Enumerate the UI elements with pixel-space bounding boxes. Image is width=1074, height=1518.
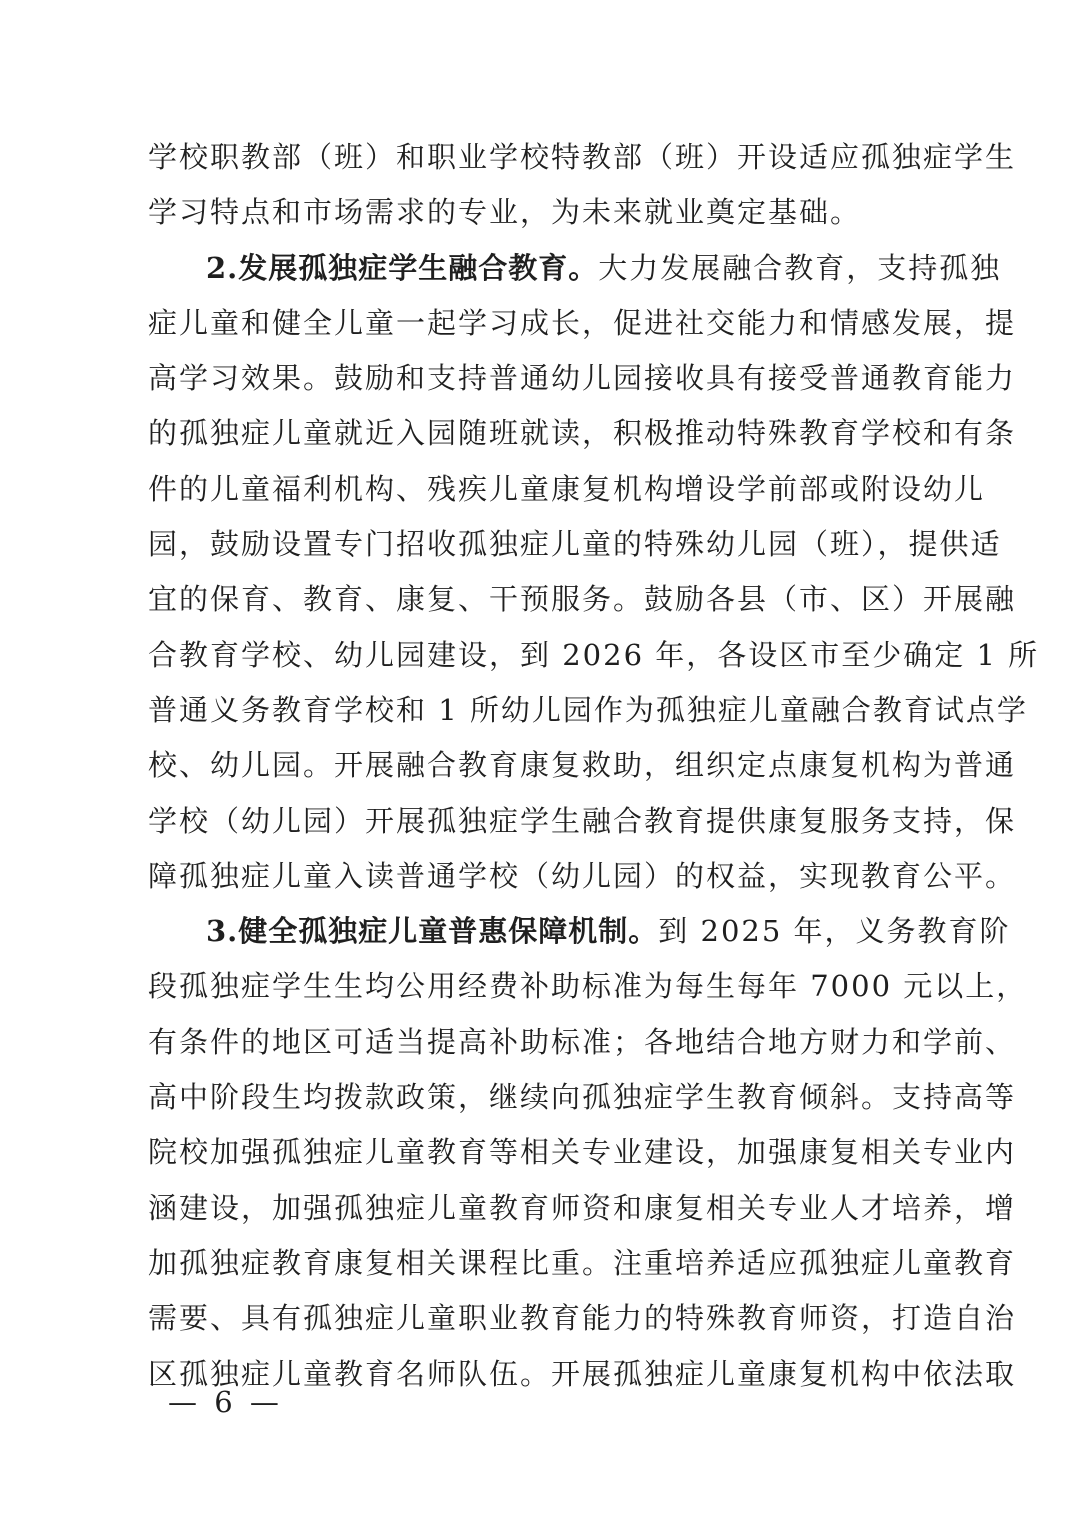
line-text: 高中阶段生均拨款政策，继续向孤独症学生教育倾斜。支持高等 bbox=[148, 1080, 1017, 1115]
line-text: 有条件的地区可适当提高补助标准；各地结合地方财力和学前、 bbox=[148, 1024, 1017, 1059]
text-line bbox=[148, 904, 1011, 959]
text-line bbox=[148, 241, 1002, 296]
line-text: 校、幼儿园。开展融合教育康复救助，组织定点康复机构为普通 bbox=[148, 748, 1017, 783]
text-line bbox=[148, 1070, 1017, 1125]
line-text: 高学习效果。鼓励和支持普通幼儿园接收具有接受普通教育能力 bbox=[148, 361, 1017, 396]
section-heading: 3.健全孤独症儿童普惠保障机制。 bbox=[206, 914, 659, 949]
text-line bbox=[148, 130, 1017, 185]
line-text: 学校职教部（班）和职业学校特教部（班）开设适应孤独症学生 bbox=[148, 140, 1017, 174]
text-line bbox=[148, 683, 1028, 738]
text-line bbox=[148, 1125, 1017, 1180]
line-text: 大力发展融合教育，支持孤独 bbox=[598, 250, 1002, 285]
line-text: 件的儿童福利机构、残疾儿童康复机构增设学前部或附设幼儿 bbox=[148, 471, 986, 506]
text-line bbox=[148, 849, 1017, 904]
line-text: 合教育学校、幼儿园建设，到 2026 年，各设区市至少确定 1 所 bbox=[148, 637, 1040, 672]
line-text: 需要、具有孤独症儿童职业教育能力的特殊教育师资，打造自治 bbox=[148, 1301, 1017, 1336]
text-line bbox=[148, 296, 1017, 351]
line-text: 症儿童和健全儿童一起学习成长，促进社交能力和情感发展，提 bbox=[148, 305, 1017, 340]
line-text: 到 2025 年，义务教育阶 bbox=[658, 914, 1011, 949]
line-text: 园，鼓励设置专门招收孤独症儿童的特殊幼儿园（班），提供适 bbox=[148, 527, 1002, 562]
text-line bbox=[148, 959, 1028, 1014]
text-line bbox=[148, 351, 1017, 406]
line-text: 宜的保育、教育、康复、干预服务。鼓励各县（市、区）开展融 bbox=[148, 582, 1017, 617]
text-line bbox=[148, 794, 1017, 849]
text-line bbox=[148, 1291, 1017, 1346]
line-text: 的孤独症儿童就近入园随班就读，积极推动特殊教育学校和有条 bbox=[148, 416, 1017, 451]
text-line bbox=[148, 1236, 1017, 1291]
line-text: 学校（幼儿园）开展孤独症学生融合教育提供康复服务支持，保 bbox=[148, 803, 1017, 838]
text-line bbox=[148, 462, 986, 517]
section-heading: 2.发展孤独症学生融合教育。 bbox=[206, 250, 599, 285]
text-line bbox=[148, 517, 1002, 572]
line-text: 区孤独症儿童教育名师队伍。开展孤独症儿童康复机构中依法取 bbox=[148, 1356, 1017, 1391]
text-line bbox=[148, 1181, 1017, 1236]
line-text: 院校加强孤独症儿童教育等相关专业建设，加强康复相关专业内 bbox=[148, 1135, 1017, 1170]
text-line bbox=[148, 1015, 1017, 1070]
page-number: — 6 — bbox=[168, 1385, 283, 1419]
text-line bbox=[148, 572, 1017, 627]
line-text: 加孤独症教育康复相关课程比重。注重培养适应孤独症儿童教育 bbox=[148, 1245, 1017, 1280]
text-line bbox=[148, 628, 1040, 683]
text-line bbox=[148, 406, 1017, 461]
line-text: 普通义务教育学校和 1 所幼儿园作为孤独症儿童融合教育试点学 bbox=[148, 692, 1028, 727]
text-line bbox=[148, 738, 1017, 793]
line-text: 涵建设，加强孤独症儿童教育师资和康复相关专业人才培养，增 bbox=[148, 1190, 1017, 1225]
body-text bbox=[148, 130, 1040, 1402]
line-text: 段孤独症学生生均公用经费补助标准为每生每年 7000 元以上， bbox=[148, 969, 1028, 1004]
line-text: 障孤独症儿童入读普通学校（幼儿园）的权益，实现教育公平。 bbox=[148, 858, 1017, 893]
line-text: 学习特点和市场需求的专业，为未来就业奠定基础。 bbox=[148, 195, 862, 230]
text-line bbox=[148, 185, 948, 240]
